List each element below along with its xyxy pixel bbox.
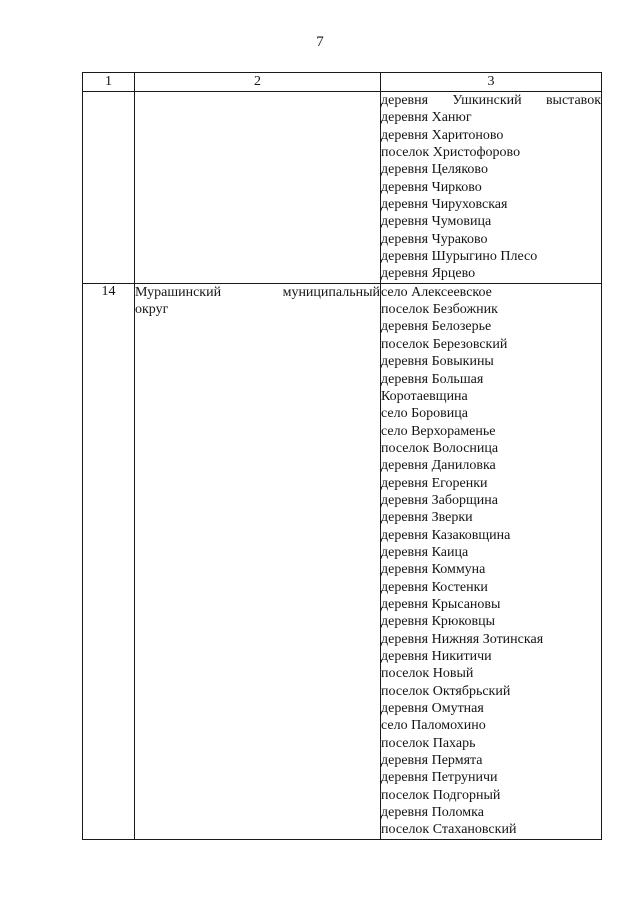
settlement-item: поселок Подгорный xyxy=(381,787,501,803)
settlement-item: поселок Стахановский xyxy=(381,822,517,838)
settlement-item: деревня Никитичи xyxy=(381,649,492,664)
settlement-item: деревня Пермята xyxy=(381,753,483,769)
column-header-1: 1 xyxy=(83,73,135,92)
settlement-list xyxy=(381,92,602,284)
settlement-item: деревня Белозерье xyxy=(381,319,492,335)
settlement-item: деревня Шурыгино Плесо xyxy=(381,249,538,265)
row-number: 14 xyxy=(83,283,135,839)
table-body xyxy=(83,92,602,840)
settlement-item: деревня Крюковцы xyxy=(381,614,495,630)
municipality-name-line: Мурашинский муниципальный xyxy=(135,284,380,300)
settlement-item: деревня Поломка xyxy=(381,805,484,821)
settlement-item: деревня Ушкинский выставок xyxy=(381,93,601,108)
settlement-item: деревня Чируховская xyxy=(381,197,508,213)
settlement-item: деревня Крысановы xyxy=(381,596,501,612)
settlement-item: деревня Нижняя Зотинская xyxy=(381,631,544,647)
settlement-item: поселок Березовский xyxy=(381,336,508,352)
settlement-item: деревня Коммуна xyxy=(381,562,486,578)
settlement-item: деревня Заборщина xyxy=(381,492,498,508)
settlement-item: поселок Волосница xyxy=(381,440,499,456)
settlement-item: Коротаевщина xyxy=(381,388,468,404)
table-header-row xyxy=(83,73,602,92)
settlement-item: деревня Петруничи xyxy=(381,770,498,786)
settlement-item: деревня Ярцево xyxy=(381,266,476,282)
table-row xyxy=(83,92,602,284)
settlement-item: поселок Пахарь xyxy=(381,735,476,751)
settlement-list xyxy=(381,283,602,839)
settlement-item: деревня Большая xyxy=(381,371,484,387)
settlement-item: деревня Омутная xyxy=(381,701,484,717)
settlement-item: деревня Казаковщина xyxy=(381,527,511,543)
settlement-item: деревня Чураково xyxy=(381,231,488,247)
column-header-2: 2 xyxy=(135,73,381,92)
settlement-item: деревня Каица xyxy=(381,544,469,560)
table-row xyxy=(83,283,602,839)
settlement-item: деревня Даниловка xyxy=(381,458,496,474)
municipality-name xyxy=(135,283,381,839)
settlement-item: деревня Бовыкины xyxy=(381,354,494,370)
settlement-item: деревня Костенки xyxy=(381,579,488,595)
settlement-item: село Верхораменье xyxy=(381,423,496,439)
settlement-item: деревня Харитоново xyxy=(381,127,504,143)
settlement-item: поселок Новый xyxy=(381,666,474,682)
settlement-item: село Алексеевское xyxy=(381,284,492,300)
settlement-item: поселок Безбожник xyxy=(381,302,498,318)
settlement-item: деревня Чумовица xyxy=(381,214,492,230)
settlement-item: деревня Ханюг xyxy=(381,110,472,126)
settlement-item: поселок Октябрьский xyxy=(381,683,511,699)
settlement-item: деревня Зверки xyxy=(381,510,473,526)
settlement-item: деревня Чирково xyxy=(381,179,482,195)
settlement-item: поселок Христофорово xyxy=(381,145,521,161)
settlements-table xyxy=(82,72,602,840)
municipality-name-line: округ xyxy=(135,302,169,318)
settlement-item: село Боровица xyxy=(381,406,468,422)
page-number: 7 xyxy=(316,34,324,50)
column-header-3: 3 xyxy=(381,73,602,92)
settlement-item: село Паломохино xyxy=(381,718,486,734)
settlement-item: деревня Егоренки xyxy=(381,475,488,491)
settlement-item: деревня Целяково xyxy=(381,162,488,178)
municipality-name xyxy=(135,92,381,284)
row-number xyxy=(83,92,135,284)
